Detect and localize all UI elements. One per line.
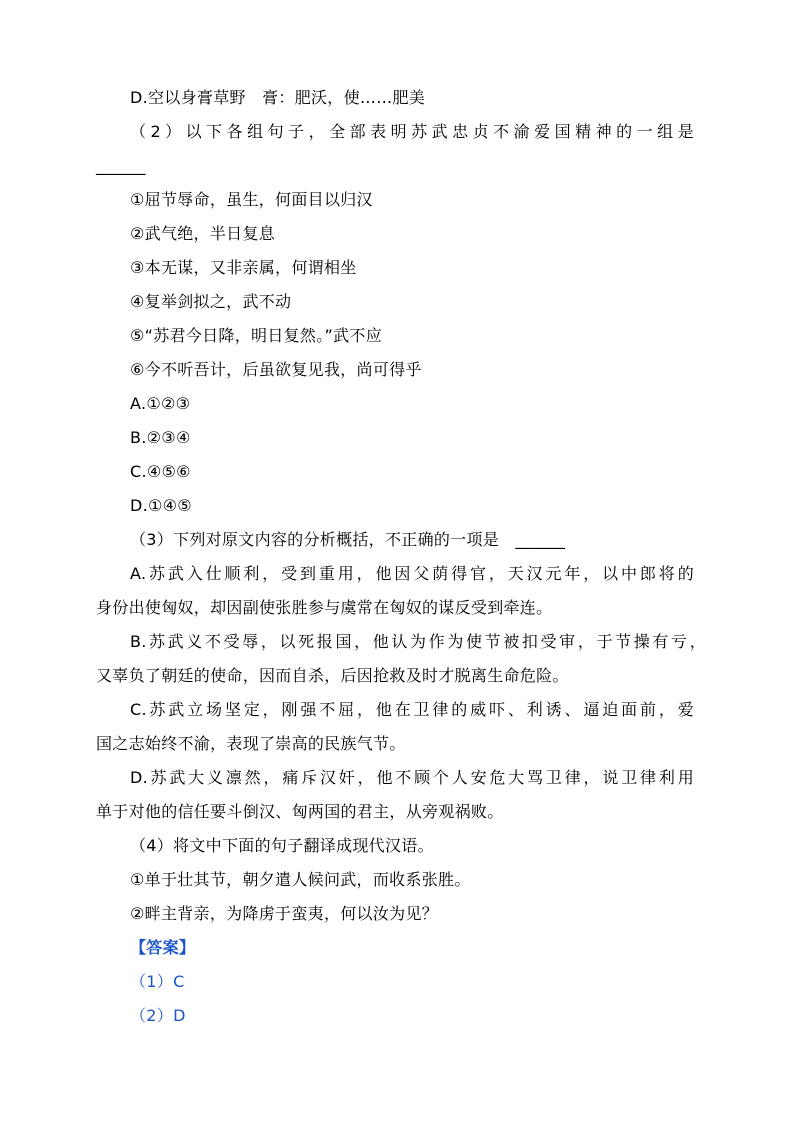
option-d-q2: D.①④⑤ [130, 496, 192, 515]
sentence-1: ①屈节辱命，虽生，何面目以归汉 [130, 190, 373, 209]
question-2-stem: （2）以下各组句子，全部表明苏武忠贞不渝爱国精神的一组是 [130, 122, 694, 141]
option-b-q2: B.②③④ [130, 428, 191, 447]
option-d-q3-line2: 单于对他的信任要斗倒汉、匈两国的君主，从旁观祸败。 [96, 802, 504, 821]
option-c-q2: C.④⑤⑥ [130, 462, 191, 481]
option-a-q2: A.①②③ [130, 394, 191, 413]
option-a-q3-line1: A.苏武入仕顺利，受到重用，他因父荫得官，天汉元年，以中郎将的 [130, 564, 694, 583]
sentence-2: ②武气绝，半日复息 [130, 224, 276, 243]
translate-sentence-1: ①单于壮其节，朝夕遣人候问武，而收系张胜。 [130, 870, 471, 889]
option-a-q3-line2: 身份出使匈奴，却因副使张胜参与虞常在匈奴的谋反受到牵连。 [96, 598, 553, 617]
option-d-q3-line1: D.苏武大义凛然，痛斥汉奸，他不顾个人安危大骂卫律，说卫律利用 [130, 768, 694, 787]
option-c-q3-line2: 国之志始终不渝，表现了崇高的民族气节。 [96, 734, 406, 753]
answer-1: （1）C [130, 972, 185, 991]
question-3-stem: （3）下列对原文内容的分析概括，不正确的一项是 ______ [130, 530, 566, 549]
question-2-blank: ______ [96, 156, 146, 175]
option-b-q3-line2: 又辜负了朝廷的使命，因而自杀，后因抢救及时才脱离生命危险。 [96, 666, 569, 685]
answer-2: （2）D [130, 1006, 186, 1025]
translate-sentence-2: ②畔主背亲，为降虏于蛮夷，何以汝为见？ [130, 904, 439, 923]
sentence-4: ④复举剑拟之，武不动 [130, 292, 292, 311]
question-4-stem: （4）将文中下面的句子翻译成现代汉语。 [130, 836, 434, 855]
option-d-q1: D.空以身膏草野 膏：肥沃，使……肥美 [130, 88, 426, 107]
sentence-5: ⑤“苏君今日降，明日复然。”武不应 [130, 326, 383, 345]
sentence-3: ③本无谋，又非亲属，何谓相坐 [130, 258, 357, 277]
answer-heading: 【答案】 [130, 938, 196, 957]
option-c-q3-line1: C.苏武立场坚定，刚强不屈，他在卫律的威吓、利诱、逼迫面前，爱 [130, 700, 694, 719]
option-b-q3-line1: B.苏武义不受辱，以死报国，他认为作为使节被扣受审，于节操有亏， [130, 632, 706, 651]
sentence-6: ⑥今不听吾计，后虽欲复见我，尚可得乎 [130, 360, 422, 379]
